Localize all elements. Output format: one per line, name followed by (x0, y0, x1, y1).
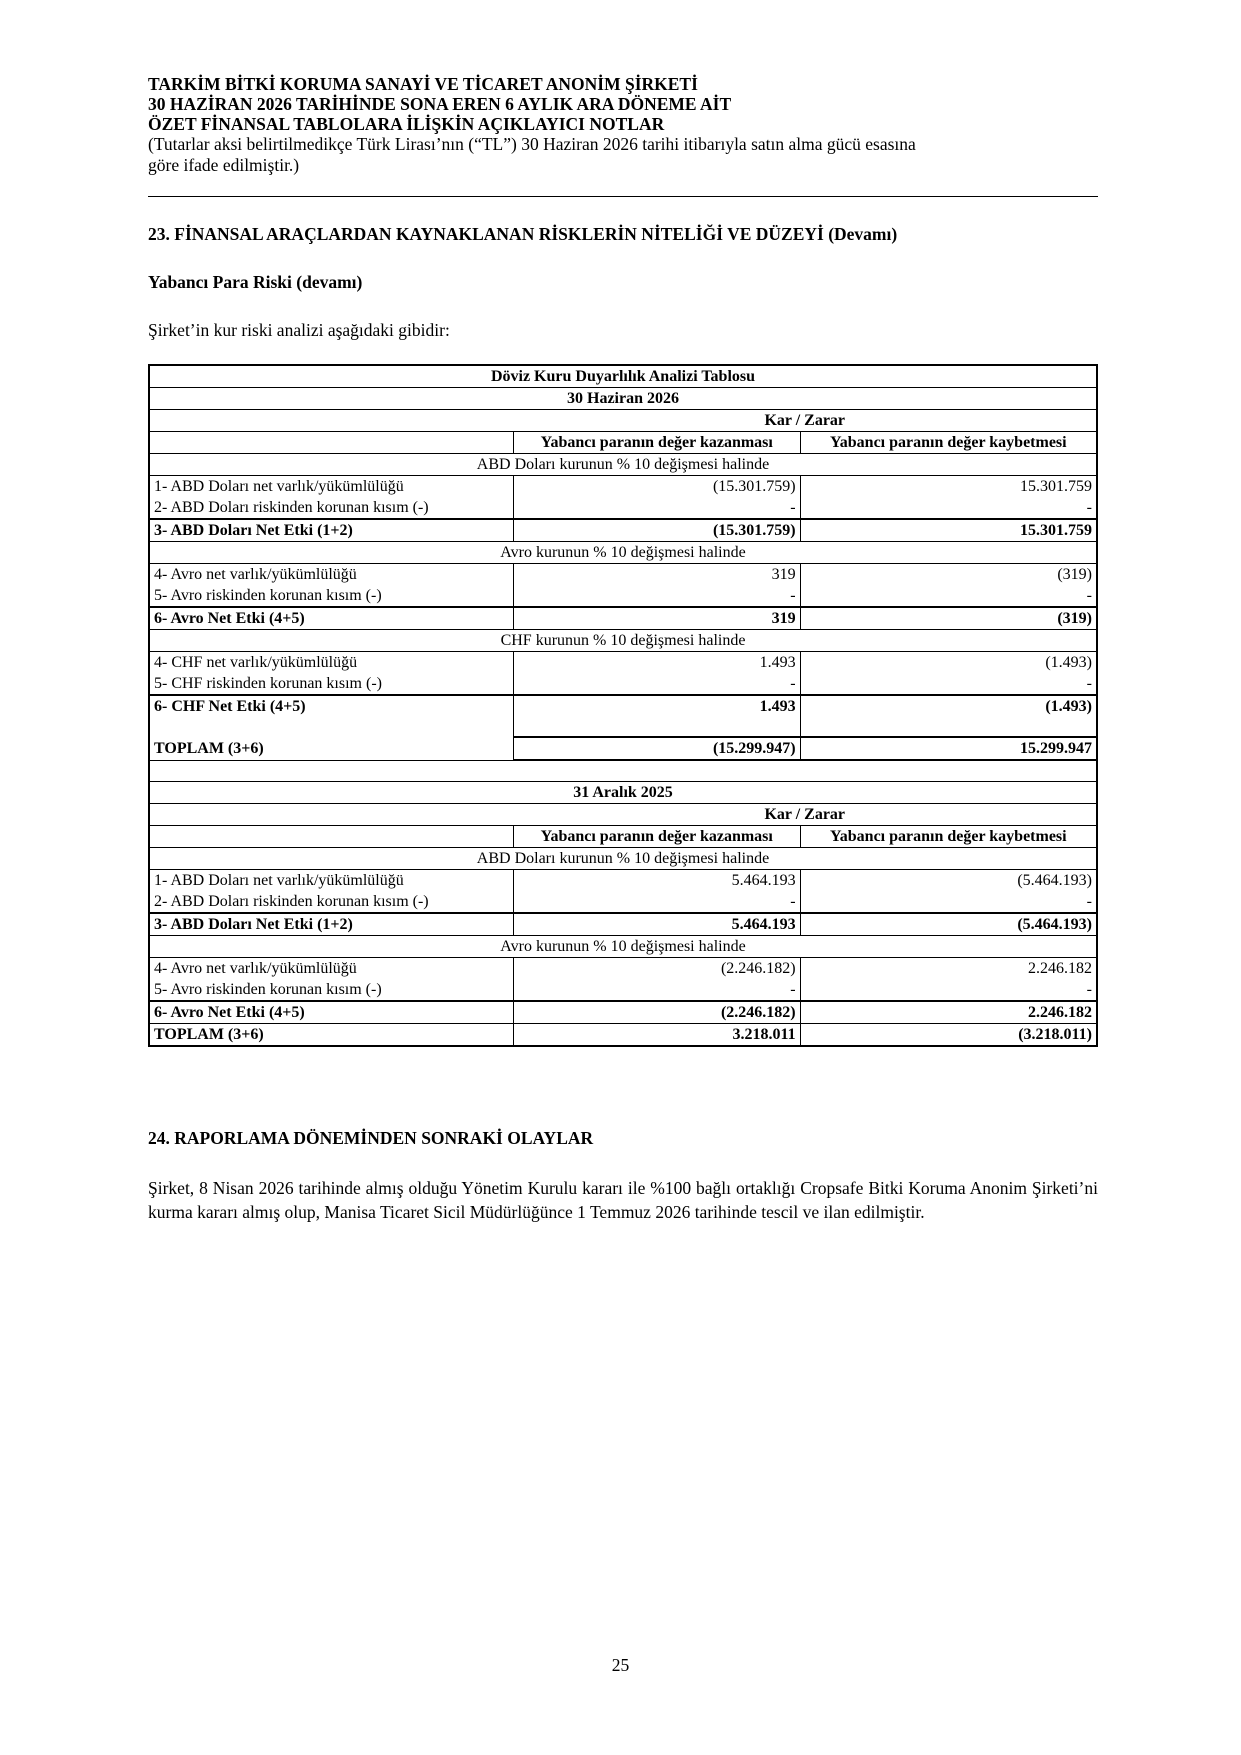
kar-zarar-header: Kar / Zarar (513, 410, 1097, 432)
loss-value: 2.246.182 (800, 1001, 1097, 1024)
table-row (149, 432, 1097, 454)
gain-value: 319 (513, 564, 800, 586)
table-row (149, 564, 1097, 586)
row-label: 1- ABD Doları net varlık/yükümlülüğü (149, 476, 513, 498)
usd-group-header: ABD Doları kurunun % 10 değişmesi halinde (149, 848, 1097, 870)
table-row (149, 585, 1097, 607)
table-row (149, 826, 1097, 848)
row-label: 3- ABD Doları Net Etki (1+2) (149, 913, 513, 936)
row-label: 6- Avro Net Etki (4+5) (149, 1001, 513, 1024)
table-row (149, 454, 1097, 476)
table-row (149, 913, 1097, 936)
gain-value: (2.246.182) (513, 958, 800, 980)
table-row (149, 476, 1097, 498)
table-row (149, 607, 1097, 630)
col-gain-header: Yabancı paranın değer kazanması (513, 432, 800, 454)
loss-value: - (800, 891, 1097, 913)
row-label: 4- Avro net varlık/yükümlülüğü (149, 564, 513, 586)
loss-value: - (800, 585, 1097, 607)
table-row (149, 388, 1097, 410)
loss-value: (3.218.011) (800, 1024, 1097, 1047)
gain-value: (15.301.759) (513, 476, 800, 498)
loss-value: 15.301.759 (800, 476, 1097, 498)
table-row (149, 804, 1097, 826)
gain-value: 5.464.193 (513, 870, 800, 892)
chf-group-header: CHF kurunun % 10 değişmesi halinde (149, 630, 1097, 652)
row-label: TOPLAM (3+6) (149, 737, 513, 760)
loss-value: - (800, 979, 1097, 1001)
row-label: 5- CHF riskinden korunan kısım (-) (149, 673, 513, 695)
fx-sensitivity-table (148, 364, 1098, 1047)
gain-value: - (513, 673, 800, 695)
table-row (149, 891, 1097, 913)
table-row (149, 979, 1097, 1001)
table-row (149, 760, 1097, 782)
gain-value: - (513, 979, 800, 1001)
gain-value: 1.493 (513, 652, 800, 674)
table-row (149, 652, 1097, 674)
col-loss-header: Yabancı paranın değer kaybetmesi (800, 826, 1097, 848)
gain-value: 5.464.193 (513, 913, 800, 936)
loss-value: (319) (800, 607, 1097, 630)
table-row (149, 1001, 1097, 1024)
report-header (148, 74, 1098, 176)
section-23-title: 23. FİNANSAL ARAÇLARDAN KAYNAKLANAN RİSKLERİN NİTELİĞİ VE DÜZEYİ (Devamı) (148, 224, 898, 244)
currency-note-line1: (Tutarlar aksi belirtilmedikçe Türk Lirası’nın (“TL”) 30 Haziran 2026 tarihi itibarıyla satın alma gücü esasına (148, 134, 916, 154)
gain-value: 319 (513, 607, 800, 630)
eur-group-header: Avro kurunun % 10 değişmesi halinde (149, 936, 1097, 958)
gain-value: (2.246.182) (513, 1001, 800, 1024)
period-header: 31 Aralık 2025 (149, 782, 1097, 804)
gain-value: - (513, 497, 800, 519)
row-label: 6- Avro Net Etki (4+5) (149, 607, 513, 630)
col-gain-header: Yabancı paranın değer kazanması (513, 826, 800, 848)
table-row (149, 1024, 1097, 1047)
loss-value: (1.493) (800, 652, 1097, 674)
section-24-title: 24. RAPORLAMA DÖNEMİNDEN SONRAKİ OLAYLAR (148, 1128, 594, 1148)
table-row (149, 365, 1097, 388)
notes-title: ÖZET FİNANSAL TABLOLARA İLİŞKİN AÇIKLAYICI NOTLAR (148, 114, 665, 134)
row-label: 5- Avro riskinden korunan kısım (-) (149, 979, 513, 1001)
table-row (149, 958, 1097, 980)
loss-value: - (800, 497, 1097, 519)
table-title: Döviz Kuru Duyarlılık Analizi Tablosu (149, 365, 1097, 388)
loss-value: - (800, 673, 1097, 695)
loss-value: 15.301.759 (800, 519, 1097, 542)
usd-group-header: ABD Doları kurunun % 10 değişmesi halinde (149, 454, 1097, 476)
page-number: 25 (611, 1655, 630, 1675)
table-row (149, 695, 1097, 737)
table-row (149, 410, 1097, 432)
table-row (149, 782, 1097, 804)
gain-value: - (513, 585, 800, 607)
row-label: 3- ABD Doları Net Etki (1+2) (149, 519, 513, 542)
loss-value: 15.299.947 (800, 737, 1097, 760)
table-row (149, 497, 1097, 519)
row-label: 6- CHF Net Etki (4+5) (149, 695, 513, 737)
section-23-intro: Şirket’in kur riski analizi aşağıdaki gibidir: (148, 320, 450, 340)
table-row (149, 737, 1097, 760)
eur-group-header: Avro kurunun % 10 değişmesi halinde (149, 542, 1097, 564)
row-label: 2- ABD Doları riskinden korunan kısım (-) (149, 891, 513, 913)
row-label: 2- ABD Doları riskinden korunan kısım (-) (149, 497, 513, 519)
table-row (149, 630, 1097, 652)
header-divider (148, 196, 1098, 197)
row-label: TOPLAM (3+6) (149, 1024, 513, 1047)
loss-value: 2.246.182 (800, 958, 1097, 980)
row-label: 1- ABD Doları net varlık/yükümlülüğü (149, 870, 513, 892)
table-row (149, 519, 1097, 542)
gain-value: (15.301.759) (513, 519, 800, 542)
loss-value: (5.464.193) (800, 870, 1097, 892)
loss-value: (319) (800, 564, 1097, 586)
gain-value: 1.493 (513, 695, 800, 737)
col-loss-header: Yabancı paranın değer kaybetmesi (800, 432, 1097, 454)
table-row (149, 848, 1097, 870)
row-label: 4- CHF net varlık/yükümlülüğü (149, 652, 513, 674)
period-header: 30 Haziran 2026 (149, 388, 1097, 410)
table-row (149, 936, 1097, 958)
currency-note-line2: göre ifade edilmiştir.) (148, 155, 300, 175)
gain-value: 3.218.011 (513, 1024, 800, 1047)
table-row (149, 870, 1097, 892)
company-name: TARKİM BİTKİ KORUMA SANAYİ VE TİCARET ANONİM ŞİRKETİ (148, 74, 698, 94)
section-24-body: Şirket, 8 Nisan 2026 tarihinde almış olduğu Yönetim Kurulu kararı ile %100 bağlı ortaklığı Cropsafe Bitki Koruma Anonim Şirketi’ni kurma kararı almış olup, Manisa Ticaret Sicil Müdürlüğünce 1 Temmuz 2026 tarihinde tescil ve ilan edilmiştir. (148, 1178, 1098, 1222)
row-label: 5- Avro riskinden korunan kısım (-) (149, 585, 513, 607)
section-23-subtitle: Yabancı Para Riski (devamı) (148, 272, 363, 292)
loss-value: (1.493) (800, 695, 1097, 737)
gain-value: (15.299.947) (513, 737, 800, 760)
kar-zarar-header: Kar / Zarar (513, 804, 1097, 826)
row-label: 4- Avro net varlık/yükümlülüğü (149, 958, 513, 980)
table-row (149, 673, 1097, 695)
loss-value: (5.464.193) (800, 913, 1097, 936)
period-title: 30 HAZİRAN 2026 TARİHİNDE SONA EREN 6 AYLIK ARA DÖNEME AİT (148, 94, 732, 114)
gain-value: - (513, 891, 800, 913)
table-row (149, 542, 1097, 564)
